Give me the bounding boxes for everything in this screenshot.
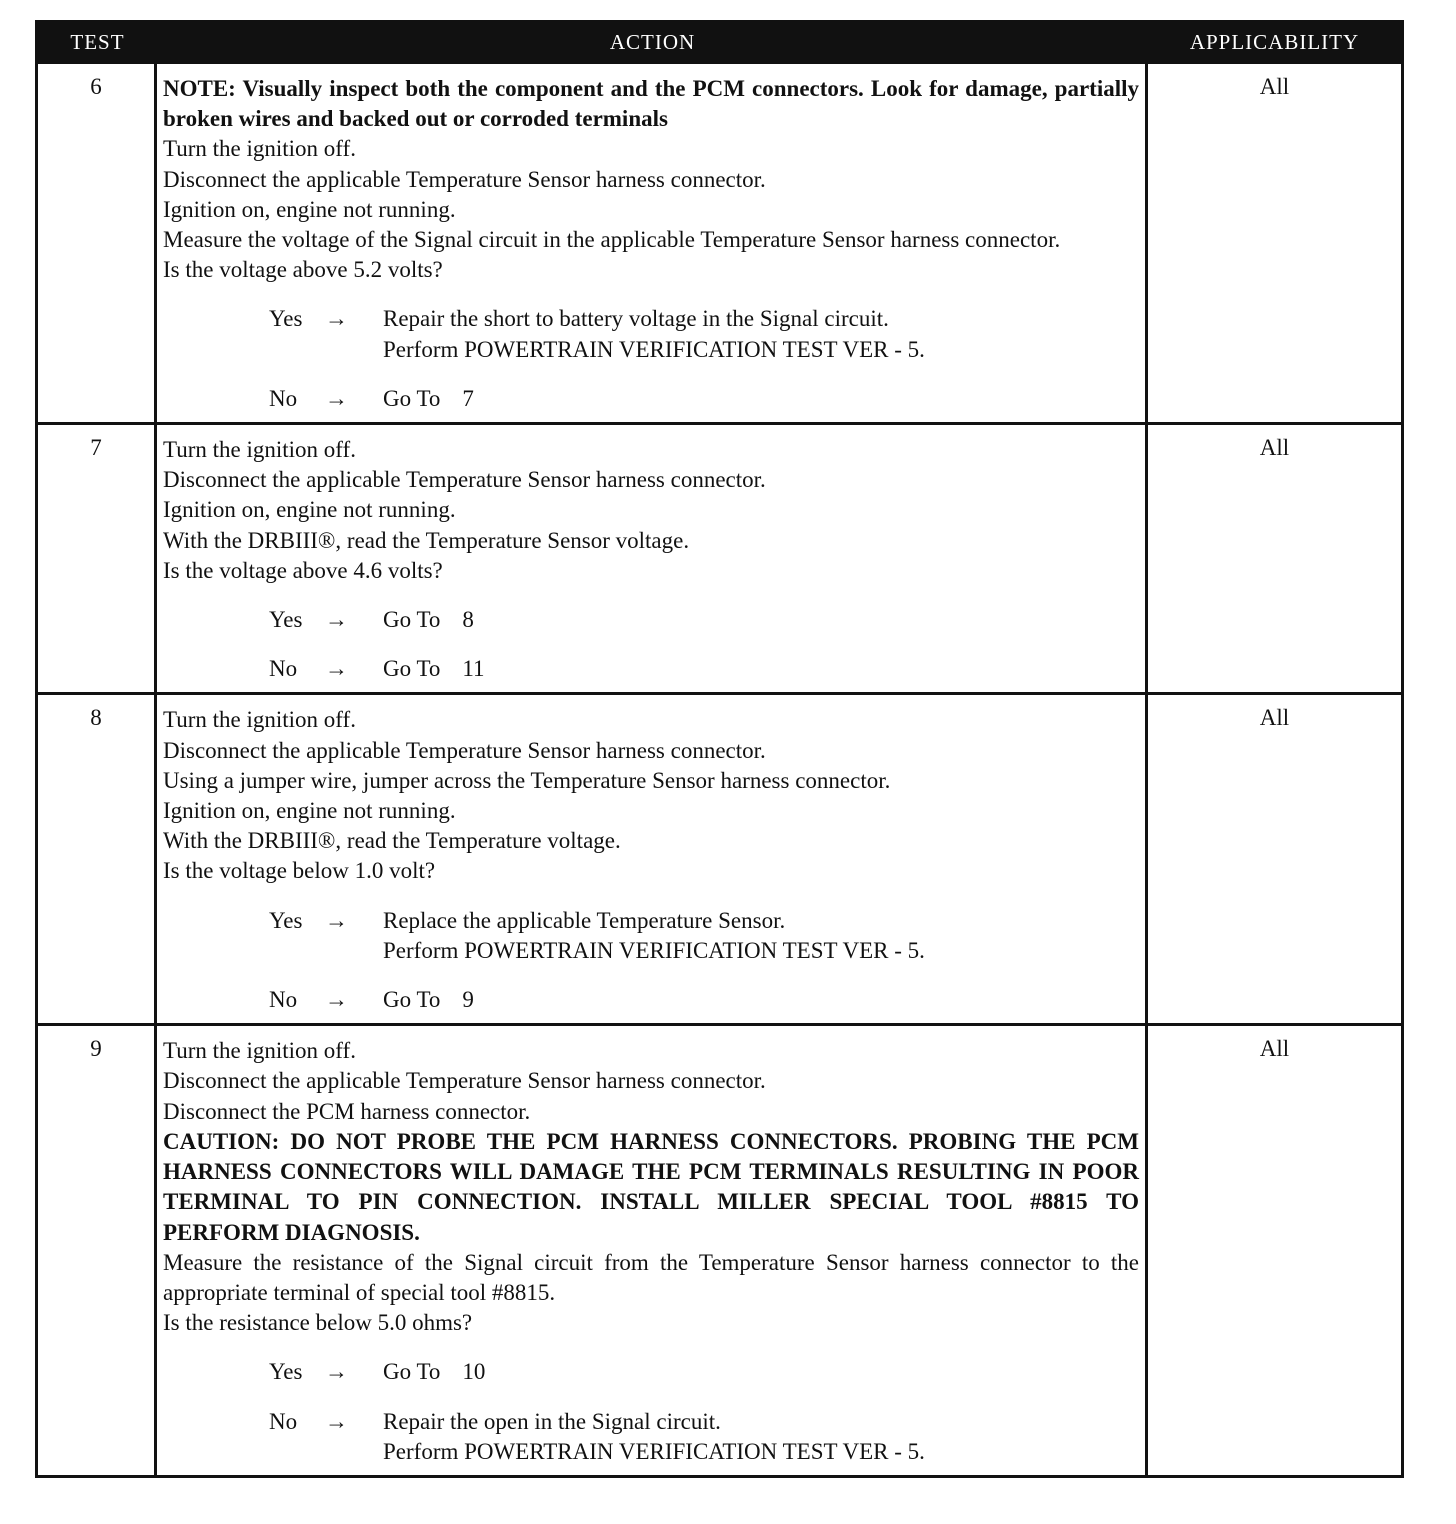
action-cell	[157, 1026, 1148, 1475]
answer-label: No	[269, 987, 298, 1013]
answer-list	[163, 906, 1139, 1016]
header-action: ACTION	[609, 29, 696, 54]
action-step: Disconnect the applicable Temperature Sensor harness connector.	[163, 1068, 766, 1094]
answer-no	[269, 1407, 1139, 1467]
arrow-icon: →	[325, 607, 348, 633]
test-number: 7	[38, 425, 157, 692]
answer-text	[383, 384, 1139, 414]
answer-line: Perform POWERTRAIN VERIFICATION TEST VER - 5.	[383, 336, 925, 362]
action-step: With the DRBIII®, read the Temperature Sensor voltage.	[163, 527, 690, 553]
action-step: Turn the ignition off.	[163, 437, 356, 463]
arrow-icon: →	[325, 1359, 348, 1385]
action-step: Disconnect the applicable Temperature Sensor harness connector.	[163, 467, 766, 493]
goto-test-number: 9	[462, 987, 474, 1013]
answer-no	[269, 384, 1139, 414]
test-number: 6	[38, 64, 157, 422]
table-row	[38, 61, 1401, 422]
answer-yes	[269, 304, 1139, 364]
action-step: Disconnect the applicable Temperature Sensor harness connector.	[163, 166, 766, 192]
table-row	[38, 692, 1401, 1023]
table-header	[38, 23, 1401, 61]
answer-text	[383, 985, 1139, 1015]
applicability-cell: All	[1259, 435, 1290, 461]
goto-test-number: 11	[462, 656, 485, 682]
arrow-icon: →	[325, 987, 348, 1013]
goto-label: Go To	[383, 987, 441, 1013]
test-number: 9	[38, 1026, 157, 1475]
answer-line: Perform POWERTRAIN VERIFICATION TEST VER - 5.	[383, 1438, 925, 1464]
action-step: Measure the voltage of the Signal circuit in the applicable Temperature Sensor harness connector.	[163, 227, 1061, 253]
answer-text	[383, 654, 1139, 684]
header-test: TEST	[70, 29, 125, 54]
applicability-cell: All	[1259, 1036, 1290, 1062]
action-step: Is the voltage above 4.6 volts?	[163, 557, 443, 583]
action-step: Ignition on, engine not running.	[163, 196, 456, 222]
applicability-cell: All	[1259, 705, 1290, 731]
action-step: Ignition on, engine not running.	[163, 798, 456, 824]
answer-line: Perform POWERTRAIN VERIFICATION TEST VER - 5.	[383, 937, 925, 963]
arrow-icon: →	[325, 1408, 348, 1434]
header-applicability: APPLICABILITY	[1189, 29, 1360, 54]
goto-test-number: 7	[462, 385, 474, 411]
answer-label: Yes	[269, 306, 303, 332]
answer-label: No	[269, 385, 298, 411]
table-row	[38, 1023, 1401, 1475]
arrow-icon: →	[325, 907, 348, 933]
goto-label: Go To	[383, 1359, 441, 1385]
answer-yes	[269, 906, 1139, 966]
action-step: Turn the ignition off.	[163, 136, 356, 162]
answer-no	[269, 654, 1139, 684]
arrow-icon: →	[325, 656, 348, 682]
goto-test-number: 10	[462, 1359, 486, 1385]
answer-no	[269, 985, 1139, 1015]
action-step: Disconnect the PCM harness connector.	[163, 1098, 531, 1124]
answer-label: Yes	[269, 1359, 303, 1385]
action-step: Is the voltage above 5.2 volts?	[163, 257, 443, 283]
action-step: Is the resistance below 5.0 ohms?	[163, 1310, 473, 1336]
goto-label: Go To	[383, 607, 441, 633]
action-step: Turn the ignition off.	[163, 707, 356, 733]
action-step: Measure the resistance of the Signal circuit from the Temperature Sensor harness connector to the appropriate terminal of special tool #8815.	[163, 1249, 1139, 1305]
answer-label: Yes	[269, 607, 303, 633]
answer-text	[383, 605, 1139, 635]
arrow-icon: →	[325, 306, 348, 332]
answer-text	[383, 304, 1139, 364]
goto-label: Go To	[383, 656, 441, 682]
action-cell	[157, 64, 1148, 422]
answer-list	[163, 304, 1139, 414]
answer-text	[383, 1357, 1139, 1387]
answer-list	[163, 1357, 1139, 1467]
goto-test-number: 8	[462, 607, 474, 633]
answer-label: No	[269, 1408, 298, 1434]
action-step: Is the voltage below 1.0 volt?	[163, 858, 436, 884]
answer-list	[163, 605, 1139, 684]
answer-text	[383, 1407, 1139, 1467]
answer-line: Repair the short to battery voltage in the Signal circuit.	[383, 306, 889, 332]
answer-label: No	[269, 656, 298, 682]
answer-label: Yes	[269, 907, 303, 933]
goto-label: Go To	[383, 385, 441, 411]
action-step: Ignition on, engine not running.	[163, 497, 456, 523]
answer-line: Replace the applicable Temperature Sensor.	[383, 907, 786, 933]
answer-yes	[269, 1357, 1139, 1387]
answer-line: Repair the open in the Signal circuit.	[383, 1408, 721, 1434]
action-note: NOTE: Visually inspect both the component and the PCM connectors. Look for damage, partially broken wires and backed out or corroded terminals	[163, 76, 1139, 132]
action-step: Disconnect the applicable Temperature Sensor harness connector.	[163, 737, 766, 763]
table-body	[38, 61, 1401, 1475]
action-cell	[157, 425, 1148, 692]
diagnostic-test-table	[35, 20, 1404, 1478]
applicability-cell: All	[1259, 74, 1290, 99]
action-note: CAUTION: DO NOT PROBE THE PCM HARNESS CONNECTORS. PROBING THE PCM HARNESS CONNECTORS WILL DAMAGE THE PCM TERMINALS RESULTING IN POOR TERMINAL TO PIN CONNECTION. INSTALL MILLER SPECIAL TOOL #8815 TO PERFORM DIAGNOSIS.	[163, 1128, 1139, 1245]
action-step: With the DRBIII®, read the Temperature voltage.	[163, 828, 621, 854]
action-cell	[157, 695, 1148, 1023]
arrow-icon: →	[325, 385, 348, 411]
action-step: Using a jumper wire, jumper across the Temperature Sensor harness connector.	[163, 767, 891, 793]
answer-text	[383, 906, 1139, 966]
test-number: 8	[38, 695, 157, 1023]
answer-yes	[269, 605, 1139, 635]
table-row	[38, 422, 1401, 692]
action-step: Turn the ignition off.	[163, 1038, 356, 1064]
